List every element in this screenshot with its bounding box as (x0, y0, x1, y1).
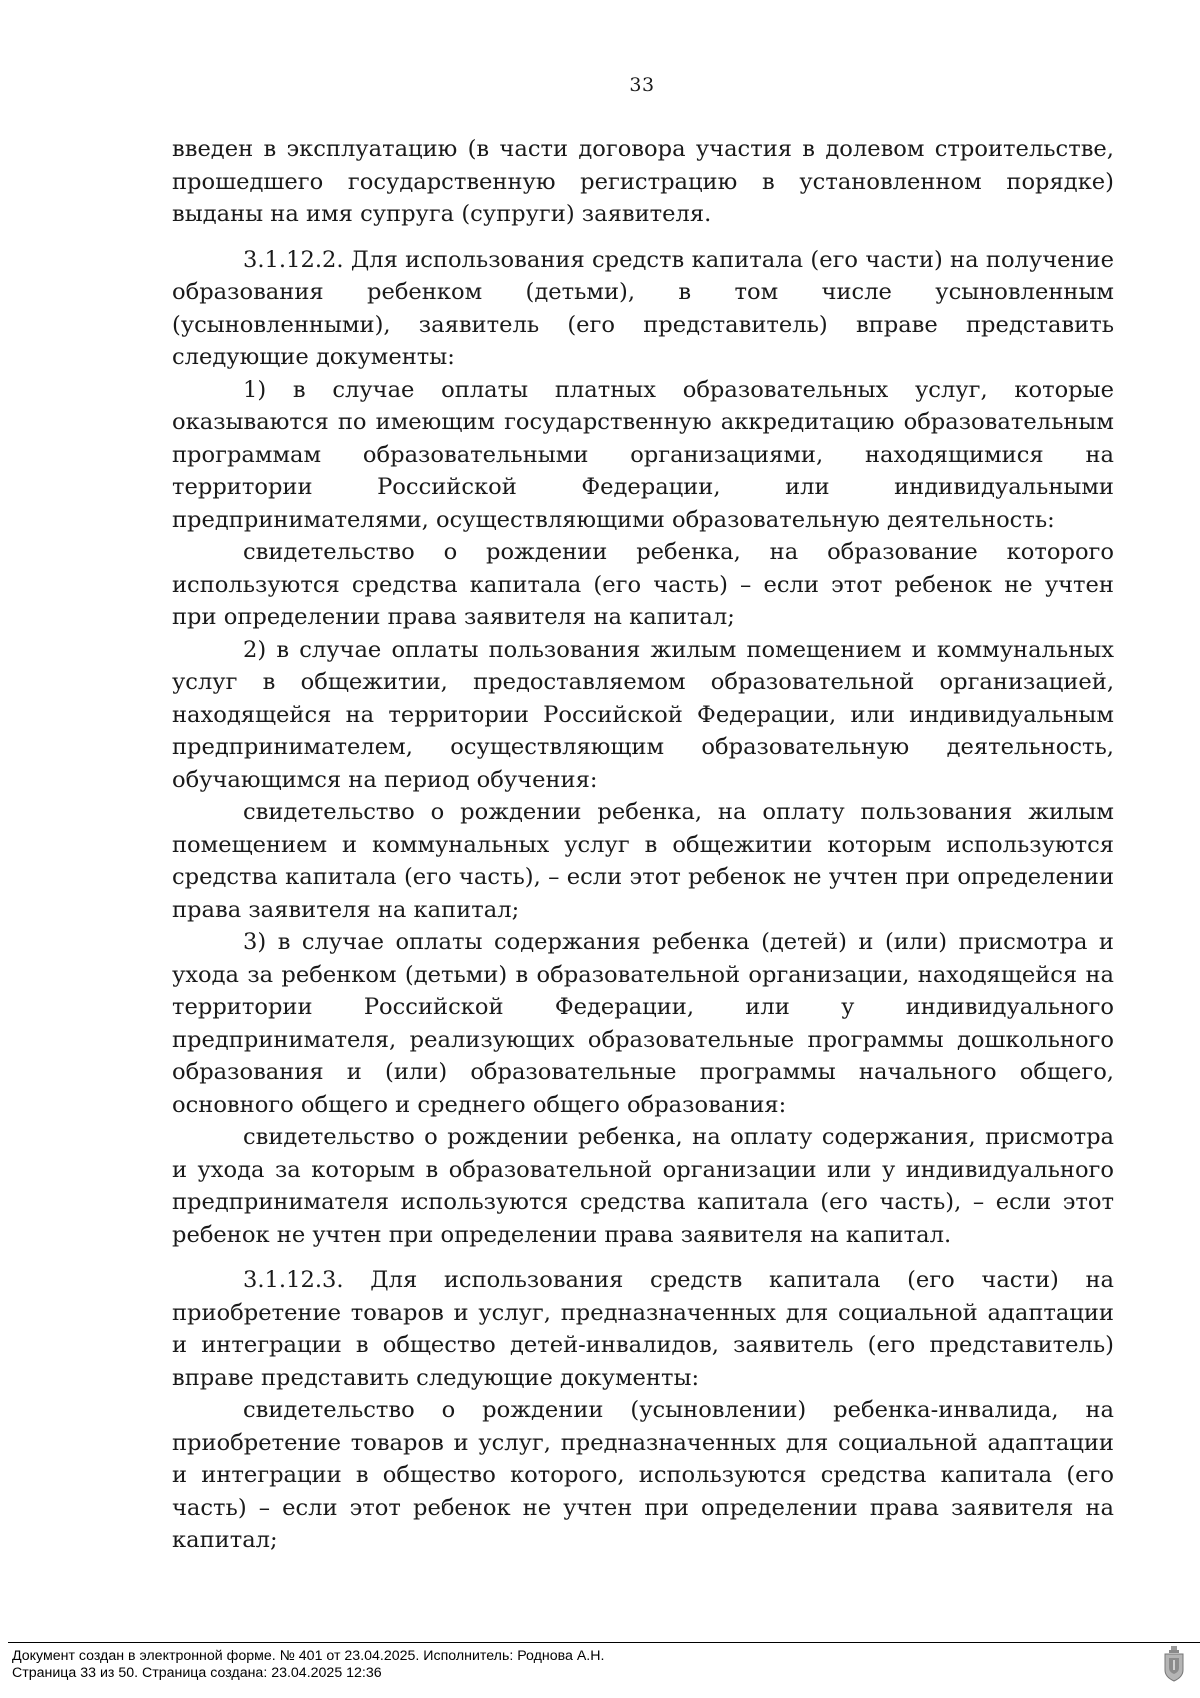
page-number: 33 (629, 74, 655, 96)
paragraph-continuation: введен в эксплуатацию (в части договора участия в долевом строительстве, прошедшего государственную регистрацию в установленном порядке) выданы на имя супруга (супруги) заявителя. (172, 136, 1114, 227)
paragraph-item-2-document: свидетельство о рождении ребенка, на оплату пользования жилым помещением и коммунальных услуг в общежитии которым используются средства капитала (его часть), – если этот ребенок не учтен при определении права заявителя на капитал; (172, 799, 1114, 923)
document-footer (12, 1648, 604, 1681)
footer-page-info: Страница 33 из 50. Страница создана: 23.04.2025 12:36 (12, 1664, 382, 1681)
paragraph-item-2: 2) в случае оплаты пользования жилым помещением и коммунальных услуг в общежитии, предоставляемом образовательной организацией, находящейся на территории Российской Федерации, или индивидуальным предпринимателем, осуществляющим образовательную деятельность, обучающимся на период обучения: (172, 636, 1114, 793)
paragraph-item-3: 3) в случае оплаты содержания ребенка (детей) и (или) присмотра и ухода за ребенком (детьми) в образовательной организации, находящейся на территории Российской Федерации, или у индивидуального предпринимателя, реализующих образовательные программы дошкольного образования и (или) образовательные программы начального общего, основного общего и среднего общего образования: (172, 929, 1114, 1118)
paragraph-section-3-1-12-3: 3.1.12.3. Для использования средств капитала (его части) на приобретение товаров и услуг, предназначенных для социальной адаптации и интеграции в общество детей-инвалидов, заявитель (его представитель) вправе представить следующие документы: (172, 1267, 1114, 1391)
paragraph-item-3-document: свидетельство о рождении ребенка, на оплату содержания, присмотра и ухода за которым в образовательной организации или у индивидуального предпринимателя используются средства капитала (его часть), – если этот ребенок не учтен при определении права заявителя на капитал. (172, 1124, 1114, 1248)
paragraph-section-3-1-12-2: 3.1.12.2. Для использования средств капитала (его части) на получение образования ребенком (детьми), в том числе усыновленным (усыновленными), заявитель (его представитель) вправе представить следующие документы: (172, 246, 1114, 370)
paragraph-section-3-1-12-3-document: свидетельство о рождении (усыновлении) ребенка-инвалида, на приобретение товаров и услуг, предназначенных для социальной адаптации и интеграции в общество которого, используются средства капитала (его часть) – если этот ребенок не учтен при определении права заявителя на капитал; (172, 1397, 1114, 1553)
paragraph-item-1-document: свидетельство о рождении ребенка, на образование которого используются средства капитала (его часть) – если этот ребенок не учтен при определении права заявителя на капитал; (172, 539, 1114, 630)
footer-divider (8, 1642, 1200, 1643)
footer-document-info: Документ создан в электронной форме. № 401 от 23.04.2025. Исполнитель: Роднова А.Н. (12, 1648, 605, 1664)
coat-of-arms-icon (1162, 1646, 1186, 1682)
document-body (172, 133, 1114, 1557)
paragraph-item-1: 1) в случае оплаты платных образовательных услуг, которые оказываются по имеющим государственную аккредитацию образовательным программам образовательными организациями, находящимися на территории Российской Федерации, или индивидуальными предпринимателями, осуществляющими образовательную деятельность: (172, 376, 1114, 533)
